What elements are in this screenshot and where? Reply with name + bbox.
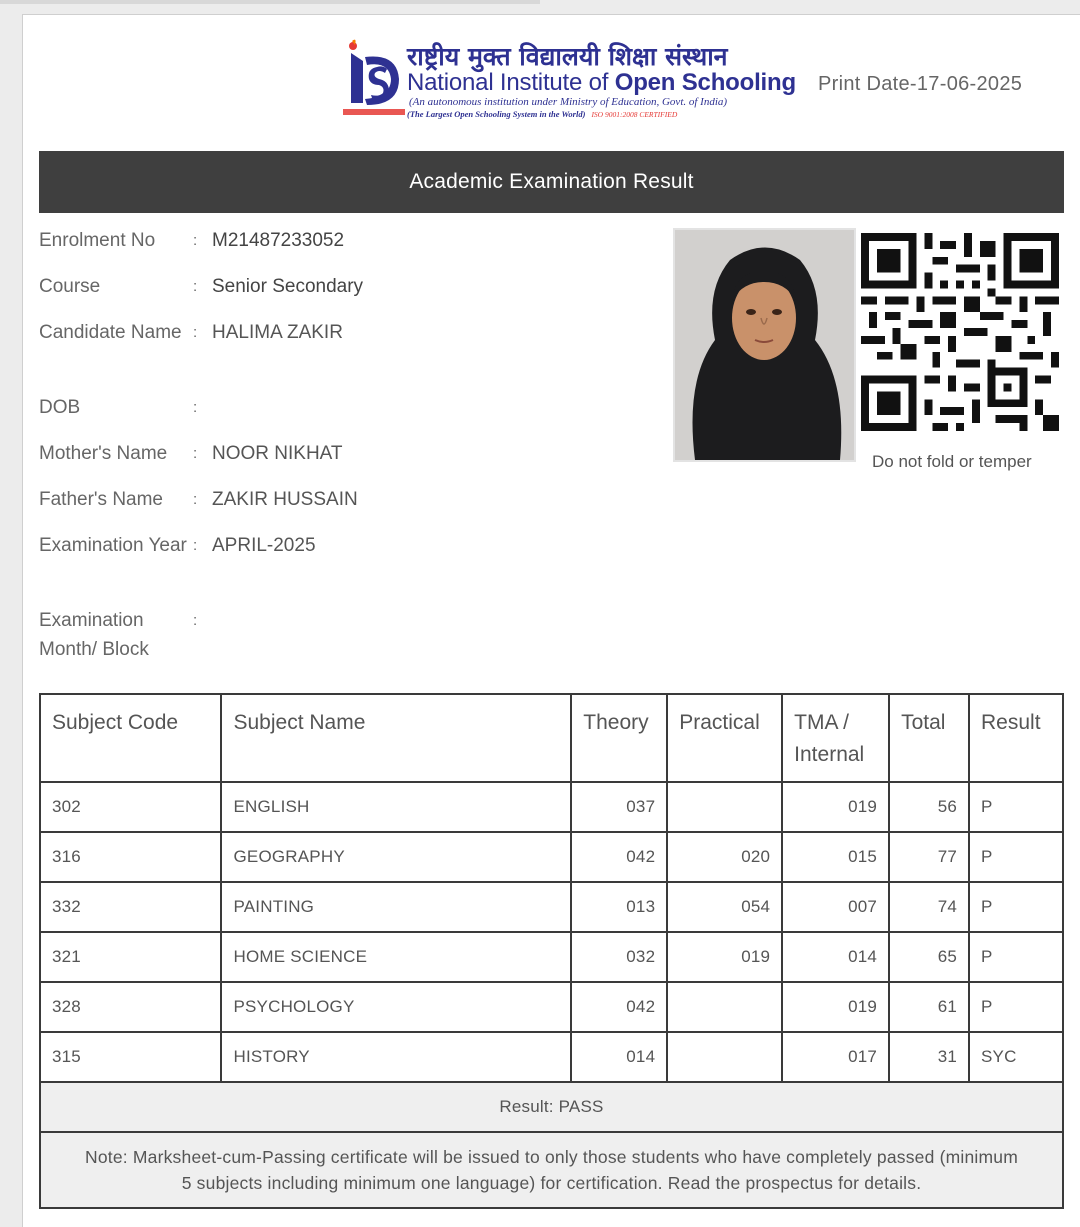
column-header-tma: TMA / Internal (782, 694, 889, 782)
detail-colon: : (193, 612, 198, 629)
result-note: Note: Marksheet-cum-Passing certificate will be issued to only those students who have completely passed (minimum 5 subjects including minimum one language) for certification. Read the prospectus for details. (40, 1132, 1063, 1208)
top-edge-strip (0, 0, 540, 4)
org-name-english (407, 69, 796, 97)
column-header-result: Result (969, 694, 1063, 782)
cell-subject-name: ENGLISH (221, 782, 571, 832)
cell-theory: 037 (571, 782, 667, 832)
cell-tma: 015 (782, 832, 889, 882)
detail-label: Father's Name (39, 489, 164, 510)
cell-subject-code: 315 (40, 1032, 221, 1082)
org-tagline: (An autonomous institution under Ministry of Education, Govt. of India) (409, 96, 728, 108)
note-row (40, 1132, 1063, 1208)
page-title: Academic Examination Result (39, 151, 1064, 213)
table-row (40, 782, 1063, 832)
detail-colon: : (193, 491, 198, 508)
column-header-subject-name: Subject Name (221, 694, 571, 782)
cell-result: P (969, 932, 1063, 982)
qr-note: Do not fold or temper (872, 452, 1032, 471)
marks-table (39, 693, 1064, 1209)
cell-subject-code: 332 (40, 882, 221, 932)
cell-subject-name: PSYCHOLOGY (221, 982, 571, 1032)
cell-total: 61 (889, 982, 969, 1032)
detail-value: HALIMA ZAKIR (212, 322, 343, 343)
detail-label: Enrolment No (39, 230, 156, 251)
cell-subject-name: PAINTING (221, 882, 571, 932)
detail-colon: : (193, 445, 198, 462)
cell-subject-code: 302 (40, 782, 221, 832)
iso-certification: ISO 9001:2008 CERTIFIED (591, 110, 678, 119)
detail-value: Senior Secondary (212, 276, 364, 297)
detail-value: M21487233052 (212, 230, 345, 251)
cell-theory: 042 (571, 982, 667, 1032)
detail-label: DOB (39, 397, 81, 418)
column-header-theory: Theory (571, 694, 667, 782)
detail-label: Mother's Name (39, 443, 168, 464)
column-header-practical: Practical (667, 694, 782, 782)
table-row (40, 882, 1063, 932)
cell-theory: 014 (571, 1032, 667, 1082)
cell-theory: 013 (571, 882, 667, 932)
cell-total: 74 (889, 882, 969, 932)
qr-code-icon (861, 233, 1059, 431)
cell-practical (667, 1032, 782, 1082)
detail-colon: : (193, 399, 198, 416)
cell-tma: 019 (782, 982, 889, 1032)
org-name-hindi: राष्ट्रीय मुक्त विद्यालयी शिक्षा संस्थान (407, 42, 728, 71)
cell-result: SYC (969, 1032, 1063, 1082)
cell-total: 31 (889, 1032, 969, 1082)
cell-result: P (969, 782, 1063, 832)
org-name-part1: National Institute of (407, 69, 615, 96)
table-row (40, 832, 1063, 882)
detail-colon: : (193, 324, 198, 341)
result-sheet (22, 14, 1080, 1227)
org-motto: (The Largest Open Schooling System in the World) (407, 109, 586, 119)
cell-total: 56 (889, 782, 969, 832)
cell-subject-name: HISTORY (221, 1032, 571, 1082)
detail-value: APRIL-2025 (212, 535, 316, 556)
detail-label: Examination Month/ Block (39, 610, 149, 660)
cell-practical: 019 (667, 932, 782, 982)
detail-label: Course (39, 276, 101, 297)
table-header-row (40, 694, 1063, 782)
cell-result: P (969, 982, 1063, 1032)
cell-subject-name: HOME SCIENCE (221, 932, 571, 982)
cell-theory: 032 (571, 932, 667, 982)
cell-result: P (969, 882, 1063, 932)
column-header-total: Total (889, 694, 969, 782)
column-header-subject-code: Subject Code (40, 694, 221, 782)
cell-theory: 042 (571, 832, 667, 882)
portrait-image (675, 230, 854, 460)
org-motto-line (407, 109, 677, 119)
org-name-part2: Open Schooling (614, 69, 796, 96)
detail-colon: : (193, 537, 198, 554)
cell-subject-name: GEOGRAPHY (221, 832, 571, 882)
cell-practical (667, 982, 782, 1032)
detail-colon: : (193, 278, 198, 295)
detail-value: NOOR NIKHAT (212, 443, 343, 464)
detail-label: Candidate Name (39, 322, 182, 343)
candidate-photo (673, 228, 856, 462)
cell-subject-code: 316 (40, 832, 221, 882)
detail-label: Examination Year (39, 535, 187, 556)
cell-tma: 014 (782, 932, 889, 982)
cell-total: 65 (889, 932, 969, 982)
nios-logo-icon (343, 39, 405, 119)
cell-subject-code: 328 (40, 982, 221, 1032)
print-date: Print Date-17-06-2025 (818, 73, 1023, 95)
cell-tma: 017 (782, 1032, 889, 1082)
detail-value: ZAKIR HUSSAIN (212, 489, 358, 510)
detail-colon: : (193, 232, 198, 249)
table-row (40, 1032, 1063, 1082)
result-summary: Result: PASS (40, 1082, 1063, 1132)
result-summary-row (40, 1082, 1063, 1132)
cell-practical (667, 782, 782, 832)
cell-practical: 054 (667, 882, 782, 932)
cell-tma: 007 (782, 882, 889, 932)
cell-total: 77 (889, 832, 969, 882)
cell-practical: 020 (667, 832, 782, 882)
table-row (40, 932, 1063, 982)
cell-result: P (969, 832, 1063, 882)
cell-subject-code: 321 (40, 932, 221, 982)
table-row (40, 982, 1063, 1032)
cell-tma: 019 (782, 782, 889, 832)
